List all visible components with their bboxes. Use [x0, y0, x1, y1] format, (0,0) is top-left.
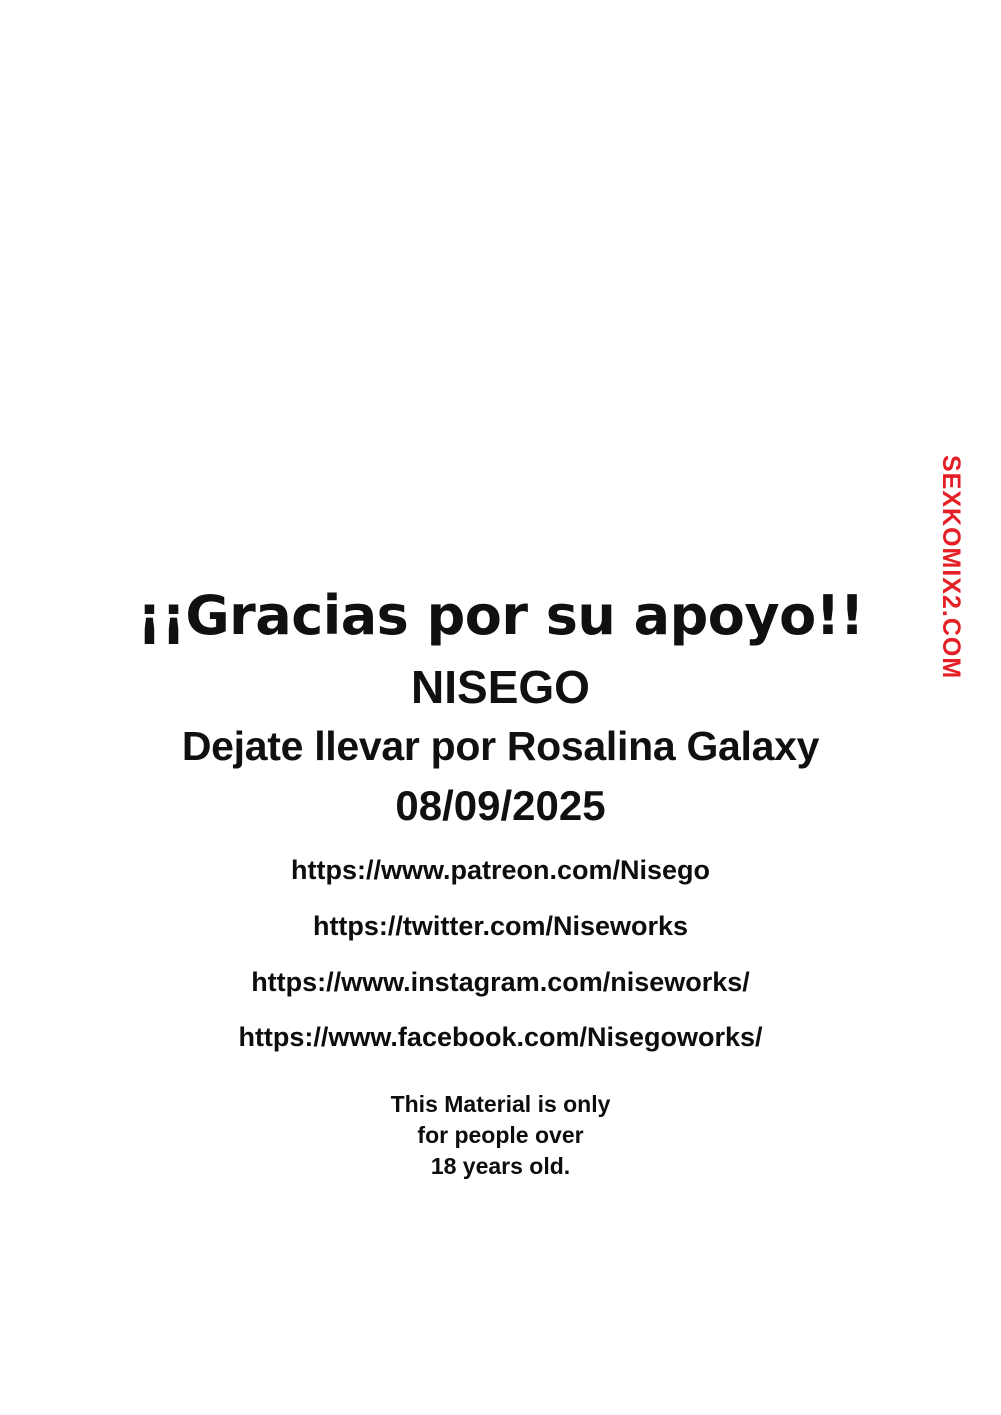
age-notice-line-1: This Material is only: [390, 1090, 611, 1117]
link-patreon[interactable]: https://www.patreon.com/Nisego: [290, 855, 711, 886]
link-facebook[interactable]: https://www.facebook.com/Nisegoworks/: [238, 1022, 763, 1053]
work-title: Dejate llevar por Rosalina Galaxy: [181, 722, 820, 769]
site-watermark: SEXKOMIX2.COM: [937, 455, 965, 680]
thanks-message: ¡¡Gracias por su apoyo!!: [137, 584, 864, 647]
age-notice-line-3: 18 years old.: [430, 1152, 571, 1179]
age-notice: [0, 1089, 1001, 1182]
publish-date: 08/09/2025: [395, 782, 606, 830]
link-twitter[interactable]: https://twitter.com/Niseworks: [312, 910, 689, 941]
author-name: NISEGO: [411, 660, 590, 713]
credits-block: [0, 584, 1001, 1182]
age-notice-line-2: for people over: [417, 1121, 584, 1148]
link-instagram[interactable]: https://www.instagram.com/niseworks/: [251, 966, 750, 997]
social-links-list: [0, 856, 1001, 1053]
